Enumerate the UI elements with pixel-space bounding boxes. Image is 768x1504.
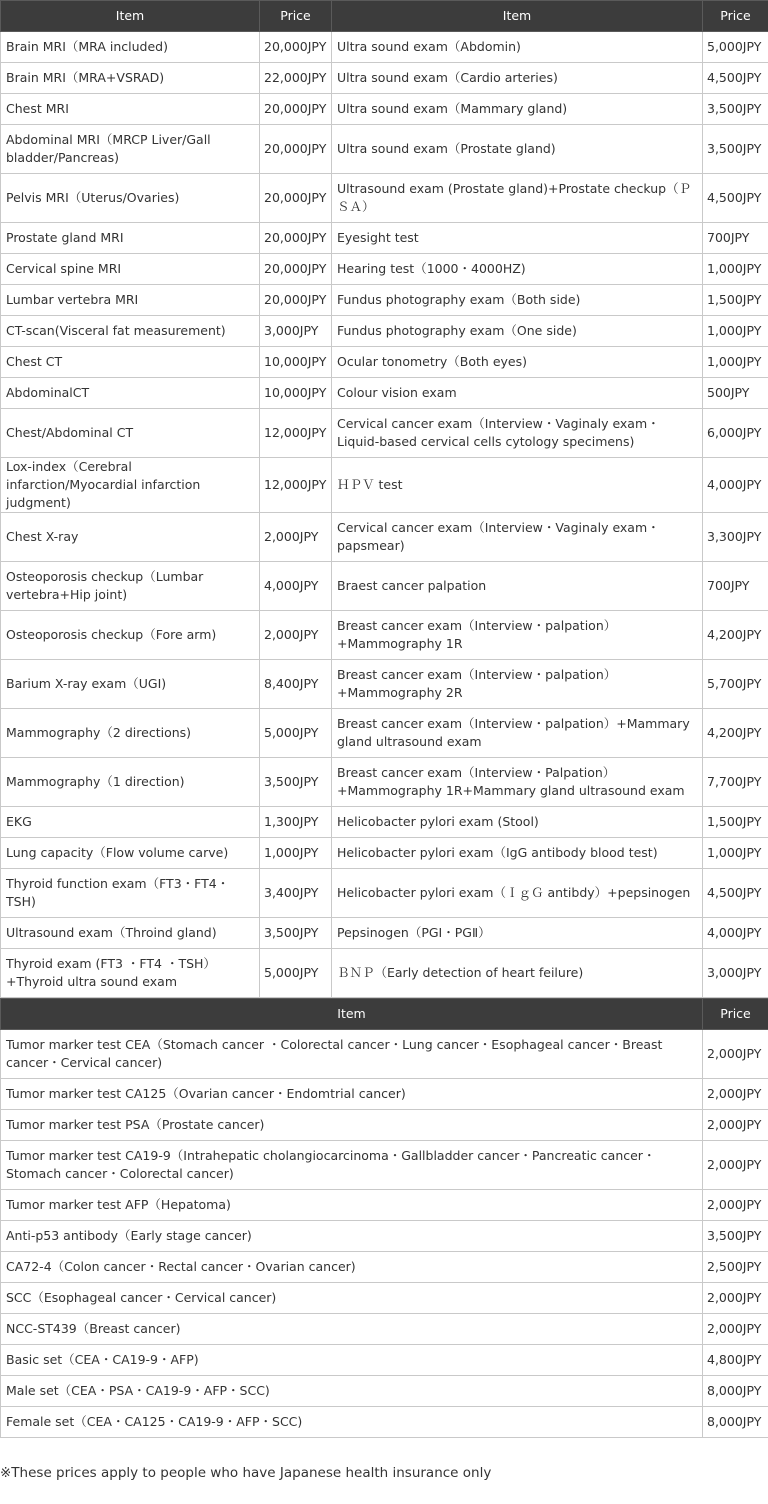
table-row bbox=[1, 1376, 768, 1407]
item-cell: Brain MRI（MRA+VSRAD) bbox=[1, 63, 260, 94]
item-cell: Ultra sound exam（Abdomin) bbox=[332, 32, 703, 63]
price-cell: 3,500JPY bbox=[260, 918, 332, 949]
price-cell: 20,000JPY bbox=[260, 32, 332, 63]
item-cell: Prostate gland MRI bbox=[1, 223, 260, 254]
price-cell: 700JPY bbox=[703, 223, 768, 254]
item-cell: Breast cancer exam（Interview・palpation）+Mammography 1R bbox=[332, 611, 703, 660]
price-cell: 4,500JPY bbox=[703, 63, 768, 94]
item-cell: AbdominalCT bbox=[1, 378, 260, 409]
price-cell: 20,000JPY bbox=[260, 174, 332, 223]
price-cell: 3,500JPY bbox=[260, 758, 332, 807]
table-row bbox=[1, 94, 768, 125]
item-cell: Helicobacter pylori exam（IgG antibody blood test) bbox=[332, 838, 703, 869]
price-cell: 8,000JPY bbox=[703, 1376, 768, 1407]
price-cell: 20,000JPY bbox=[260, 125, 332, 174]
price-cell: 3,000JPY bbox=[703, 949, 768, 998]
price-cell: 5,000JPY bbox=[260, 709, 332, 758]
table-row bbox=[1, 1110, 768, 1141]
price-cell: 4,000JPY bbox=[703, 918, 768, 949]
item-cell: Abdominal MRI（MRCP Liver/Gall bladder/Pancreas) bbox=[1, 125, 260, 174]
price-cell: 1,000JPY bbox=[703, 347, 768, 378]
item-cell: ＨＰＶ test bbox=[332, 458, 703, 513]
price-cell: 10,000JPY bbox=[260, 378, 332, 409]
item-cell: Chest X-ray bbox=[1, 513, 260, 562]
item-cell: Pepsinogen（PGⅠ・PGⅡ） bbox=[332, 918, 703, 949]
item-cell: Lox-index（Cerebral infarction/Myocardial infarction judgment) bbox=[1, 458, 260, 513]
price-cell: 8,400JPY bbox=[260, 660, 332, 709]
item-cell: Hearing test（1000・4000HZ) bbox=[332, 254, 703, 285]
item-cell: Osteoporosis checkup（Lumbar vertebra+Hip joint) bbox=[1, 562, 260, 611]
table-row bbox=[1, 223, 768, 254]
header-item: Item bbox=[332, 1, 703, 32]
price-cell: 7,700JPY bbox=[703, 758, 768, 807]
price-cell: 3,500JPY bbox=[703, 125, 768, 174]
item-cell: Anti-p53 antibody（Early stage cancer) bbox=[1, 1221, 703, 1252]
item-cell: Thyroid exam (FT3 ・FT4 ・TSH）+Thyroid ultra sound exam bbox=[1, 949, 260, 998]
price-cell: 12,000JPY bbox=[260, 458, 332, 513]
price-cell: 3,400JPY bbox=[260, 869, 332, 918]
item-cell: Mammography（1 direction) bbox=[1, 758, 260, 807]
header-item: Item bbox=[1, 999, 703, 1030]
table-row bbox=[1, 869, 768, 918]
item-cell: Ultra sound exam（Cardio arteries) bbox=[332, 63, 703, 94]
header-item: Item bbox=[1, 1, 260, 32]
price-cell: 2,000JPY bbox=[703, 1110, 768, 1141]
table-row bbox=[1, 1345, 768, 1376]
price-cell: 3,000JPY bbox=[260, 316, 332, 347]
table-row bbox=[1, 409, 768, 458]
price-cell: 3,300JPY bbox=[703, 513, 768, 562]
item-cell: Lung capacity（Flow volume carve) bbox=[1, 838, 260, 869]
price-cell: 1,500JPY bbox=[703, 285, 768, 316]
item-cell: Osteoporosis checkup（Fore arm) bbox=[1, 611, 260, 660]
table-row bbox=[1, 347, 768, 378]
table-row bbox=[1, 1252, 768, 1283]
table-row bbox=[1, 254, 768, 285]
table-row bbox=[1, 660, 768, 709]
price-cell: 1,000JPY bbox=[703, 838, 768, 869]
item-cell: Chest MRI bbox=[1, 94, 260, 125]
item-cell: Fundus photography exam（Both side) bbox=[332, 285, 703, 316]
price-cell: 22,000JPY bbox=[260, 63, 332, 94]
price-cell: 2,000JPY bbox=[703, 1283, 768, 1314]
item-cell: Pelvis MRI（Uterus/Ovaries) bbox=[1, 174, 260, 223]
item-cell: Cervical cancer exam（Interview・Vaginaly exam・Liquid-based cervical cells cytology specimens) bbox=[332, 409, 703, 458]
item-cell: Chest CT bbox=[1, 347, 260, 378]
item-cell: Barium X-ray exam（UGI) bbox=[1, 660, 260, 709]
price-cell: 10,000JPY bbox=[260, 347, 332, 378]
price-cell: 3,500JPY bbox=[703, 94, 768, 125]
item-cell: EKG bbox=[1, 807, 260, 838]
price-cell: 8,000JPY bbox=[703, 1407, 768, 1438]
table-row bbox=[1, 838, 768, 869]
item-cell: Helicobacter pylori exam (Stool) bbox=[332, 807, 703, 838]
header-price: Price bbox=[703, 1, 768, 32]
price-cell: 4,200JPY bbox=[703, 611, 768, 660]
item-cell: Tumor marker test AFP（Hepatoma) bbox=[1, 1190, 703, 1221]
item-cell: Cervical cancer exam（Interview・Vaginaly exam・papsmear) bbox=[332, 513, 703, 562]
price-cell: 1,000JPY bbox=[703, 254, 768, 285]
table-row bbox=[1, 1283, 768, 1314]
item-cell: CA72-4（Colon cancer・Rectal cancer・Ovarian cancer) bbox=[1, 1252, 703, 1283]
item-cell: Fundus photography exam（One side) bbox=[332, 316, 703, 347]
price-cell: 700JPY bbox=[703, 562, 768, 611]
price-cell: 20,000JPY bbox=[260, 223, 332, 254]
price-cell: 1,500JPY bbox=[703, 807, 768, 838]
price-cell: 500JPY bbox=[703, 378, 768, 409]
price-cell: 5,000JPY bbox=[703, 32, 768, 63]
price-cell: 5,700JPY bbox=[703, 660, 768, 709]
item-cell: Ultrasound exam（Throind gland) bbox=[1, 918, 260, 949]
table-header-row bbox=[1, 1, 768, 32]
item-cell: Cervical spine MRI bbox=[1, 254, 260, 285]
price-cell: 4,200JPY bbox=[703, 709, 768, 758]
table-row bbox=[1, 285, 768, 316]
table-row bbox=[1, 1079, 768, 1110]
price-cell: 20,000JPY bbox=[260, 285, 332, 316]
price-cell: 2,000JPY bbox=[703, 1030, 768, 1079]
table-row bbox=[1, 918, 768, 949]
table-row bbox=[1, 949, 768, 998]
price-cell: 2,000JPY bbox=[703, 1079, 768, 1110]
table-header-row bbox=[1, 999, 768, 1030]
item-cell: SCC（Esophageal cancer・Cervical cancer) bbox=[1, 1283, 703, 1314]
item-cell: Tumor marker test CA19-9（Intrahepatic cholangiocarcinoma・Gallbladder cancer・Pancreatic cancer・Stomach cancer・Colorectal cancer) bbox=[1, 1141, 703, 1190]
item-cell: Mammography（2 directions) bbox=[1, 709, 260, 758]
price-cell: 2,500JPY bbox=[703, 1252, 768, 1283]
item-cell: Breast cancer exam（Interview・palpation）+Mammography 2R bbox=[332, 660, 703, 709]
price-cell: 3,500JPY bbox=[703, 1221, 768, 1252]
price-cell: 2,000JPY bbox=[703, 1190, 768, 1221]
price-cell: 1,300JPY bbox=[260, 807, 332, 838]
item-cell: ＢＮＰ（Early detection of heart feilure) bbox=[332, 949, 703, 998]
price-cell: 12,000JPY bbox=[260, 409, 332, 458]
table-row bbox=[1, 1221, 768, 1252]
price-cell: 2,000JPY bbox=[260, 513, 332, 562]
table-row bbox=[1, 1407, 768, 1438]
table-row bbox=[1, 316, 768, 347]
item-cell: NCC-ST439（Breast cancer) bbox=[1, 1314, 703, 1345]
price-cell: 2,000JPY bbox=[703, 1314, 768, 1345]
item-cell: Ultra sound exam（Mammary gland) bbox=[332, 94, 703, 125]
price-cell: 4,800JPY bbox=[703, 1345, 768, 1376]
header-price: Price bbox=[260, 1, 332, 32]
price-cell: 1,000JPY bbox=[260, 838, 332, 869]
table-row bbox=[1, 32, 768, 63]
header-price: Price bbox=[703, 999, 768, 1030]
item-cell: Breast cancer exam（Interview・Palpation）+Mammography 1R+Mammary gland ultrasound exam bbox=[332, 758, 703, 807]
table-row bbox=[1, 125, 768, 174]
price-cell: 2,000JPY bbox=[703, 1141, 768, 1190]
table-row bbox=[1, 174, 768, 223]
table-row bbox=[1, 513, 768, 562]
price-cell: 20,000JPY bbox=[260, 254, 332, 285]
item-cell: Ultra sound exam（Prostate gland) bbox=[332, 125, 703, 174]
table-row bbox=[1, 378, 768, 409]
item-cell: Lumbar vertebra MRI bbox=[1, 285, 260, 316]
item-cell: Tumor marker test CA125（Ovarian cancer・Endomtrial cancer) bbox=[1, 1079, 703, 1110]
item-cell: Tumor marker test PSA（Prostate cancer) bbox=[1, 1110, 703, 1141]
table-row bbox=[1, 458, 768, 513]
price-cell: 6,000JPY bbox=[703, 409, 768, 458]
price-cell: 4,500JPY bbox=[703, 174, 768, 223]
table-row bbox=[1, 1141, 768, 1190]
item-cell: Thyroid function exam（FT3・FT4・TSH) bbox=[1, 869, 260, 918]
item-cell: Chest/Abdominal CT bbox=[1, 409, 260, 458]
price-cell: 5,000JPY bbox=[260, 949, 332, 998]
table-row bbox=[1, 709, 768, 758]
item-cell: Ocular tonometry（Both eyes) bbox=[332, 347, 703, 378]
price-cell: 4,500JPY bbox=[703, 869, 768, 918]
item-cell: Female set（CEA・CA125・CA19-9・AFP・SCC) bbox=[1, 1407, 703, 1438]
insurance-note: ※These prices apply to people who have Japanese health insurance only bbox=[0, 1465, 492, 1481]
item-cell: Colour vision exam bbox=[332, 378, 703, 409]
price-cell: 1,000JPY bbox=[703, 316, 768, 347]
item-cell: Basic set（CEA・CA19-9・AFP) bbox=[1, 1345, 703, 1376]
table-row bbox=[1, 562, 768, 611]
price-cell: 2,000JPY bbox=[260, 611, 332, 660]
table-row bbox=[1, 611, 768, 660]
item-cell: Ultrasound exam (Prostate gland)+Prostate checkup（ＰＳＡ） bbox=[332, 174, 703, 223]
item-cell: Braest cancer palpation bbox=[332, 562, 703, 611]
table-row bbox=[1, 758, 768, 807]
price-cell: 20,000JPY bbox=[260, 94, 332, 125]
table-row bbox=[1, 807, 768, 838]
price-cell: 4,000JPY bbox=[260, 562, 332, 611]
item-cell: Brain MRI（MRA included) bbox=[1, 32, 260, 63]
item-cell: Tumor marker test CEA（Stomach cancer ・Colorectal cancer・Lung cancer・Esophageal cancer・Breast cancer・Cervical cancer) bbox=[1, 1030, 703, 1079]
item-cell: Eyesight test bbox=[332, 223, 703, 254]
table-row bbox=[1, 1030, 768, 1079]
item-cell: Helicobacter pylori exam（ＩｇＧ antibdy）+pepsinogen bbox=[332, 869, 703, 918]
table-row bbox=[1, 1190, 768, 1221]
item-cell: Breast cancer exam（Interview・palpation）+Mammary gland ultrasound exam bbox=[332, 709, 703, 758]
price-cell: 4,000JPY bbox=[703, 458, 768, 513]
item-cell: CT-scan(Visceral fat measurement) bbox=[1, 316, 260, 347]
tumor-marker-price-table bbox=[0, 998, 768, 1438]
item-cell: Male set（CEA・PSA・CA19-9・AFP・SCC) bbox=[1, 1376, 703, 1407]
table-row bbox=[1, 63, 768, 94]
table-row bbox=[1, 1314, 768, 1345]
